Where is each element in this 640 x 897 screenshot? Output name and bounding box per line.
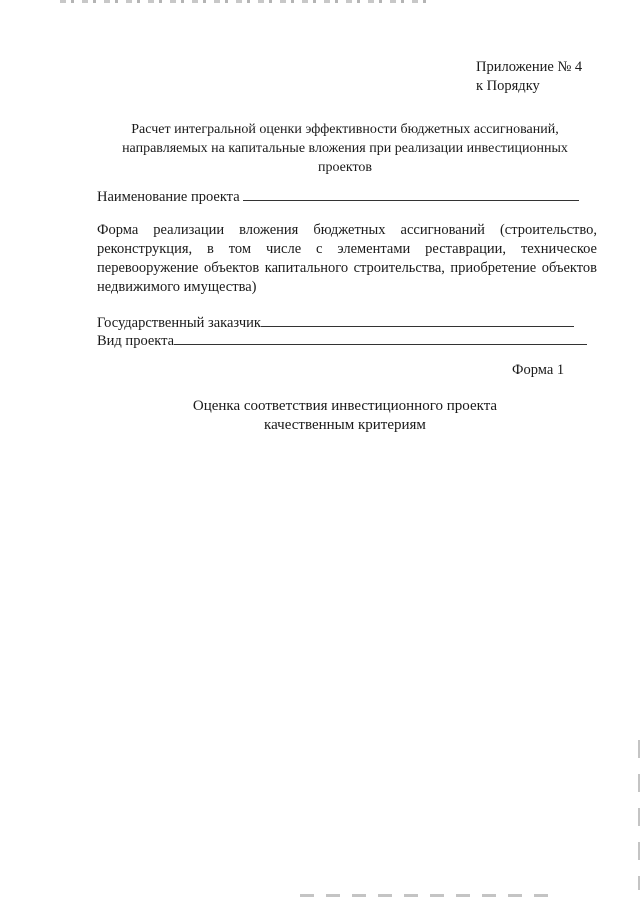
customer-label: Государственный заказчик: [97, 315, 261, 331]
project-name-blank: [243, 186, 579, 201]
customer-blank: [261, 312, 574, 327]
project-type-label: Вид проекта: [97, 333, 175, 349]
form-label: Форма 1: [512, 362, 565, 378]
appendix-number: Приложение № 4: [476, 59, 583, 75]
project-name-field: [97, 186, 579, 207]
appendix-header: [476, 58, 582, 96]
subtitle-line-2: качественным критериям: [264, 417, 426, 433]
title-line-3: проектов: [317, 160, 373, 175]
appendix-reference: к Порядку: [476, 78, 540, 94]
project-type-blank: [174, 330, 587, 345]
title-line-1: Расчет интегральной оценки эффективности бюджетных ассигнований,: [131, 122, 559, 137]
document-title: [95, 120, 595, 177]
scan-edge-top: [60, 0, 430, 3]
subtitle-line-1: Оценка соответствия инвестиционного проекта: [192, 398, 498, 414]
form-paragraph: Форма реализации вложения бюджетных ассигнований (строительство, реконструкция, в том числе с элементами реставрации, техническое перевооружение объектов капитального строительства, приобретение объектов недвижимого имущества): [97, 222, 597, 295]
title-line-2: направляемых на капитальные вложения при реализации инвестиционных: [122, 141, 568, 156]
section-subtitle: [150, 397, 540, 435]
project-type-field: [97, 330, 587, 351]
project-name-label: Наименование проекта: [97, 189, 240, 205]
